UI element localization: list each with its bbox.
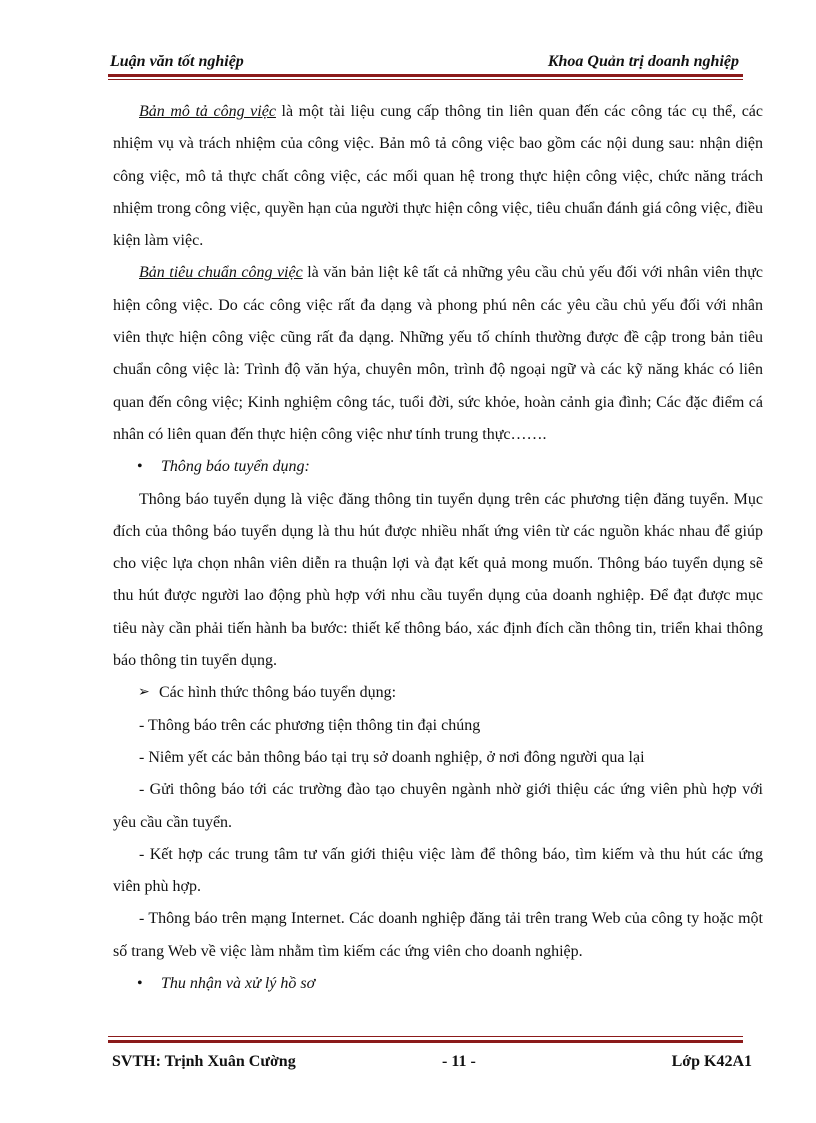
page-body: [113, 96, 763, 1000]
arrow-item-text: Các hình thức thông báo tuyển dụng:: [159, 684, 397, 702]
list-item: - Gửi thông báo tới các trường đào tạo chuyên ngành nhờ giới thiệu các ứng viên phù hợp với yêu cầu cần tuyển.: [113, 781, 763, 831]
term-job-description: Bản mô tả công việc: [139, 103, 276, 120]
paragraph-job-specification: [113, 257, 763, 451]
footer-rule-thick: [108, 1040, 743, 1043]
paragraph-text: là một tài liệu cung cấp thông tin liên quan đến các công tác cụ thể, các nhiệm vụ và trách nhiệm của công việc. Bản mô tả công việc bao gồm các nội dung sau: nhận diện công việc, mô tả thực chất công việc, các mối quan hệ trong thực hiện công việc, chức năng trách nhiệm trong công việc, quyền hạn của người thực hiện công việc, tiêu chuẩn đánh giá công việc, điều kiện làm việc.: [113, 103, 764, 250]
bullet-dot-icon: •: [137, 975, 143, 993]
paragraph-job-description: [113, 96, 763, 257]
term-job-specification: Bản tiêu chuẩn công việc: [139, 264, 303, 282]
footer-rule-thin: [108, 1036, 743, 1037]
list-item: - Thông báo trên các phương tiện thông tin đại chúng: [139, 716, 481, 734]
arrow-bullet-icon: ➢: [138, 685, 150, 701]
bullet-text: Thông báo tuyển dụng:: [161, 458, 310, 476]
bullet-heading-receive-profiles: [113, 968, 763, 1000]
bullet-text: Thu nhận và xử lý hồ sơ: [161, 975, 316, 993]
paragraph-text: là văn bản liệt kê tất cả những yêu cầu chủ yếu đối với nhân viên thực hiện công việc. Do các công việc rất đa dạng và phong phú nên các yêu cầu chủ yếu đối với nhân viên thực hiện công việc cũng rất đa dạng. Những yếu tố chính thường được đề cập trong bản tiêu chuẩn công việc là: Trình độ văn hýa, chuyên môn, trình độ ngoại ngữ và các kỹ năng khác có liên quan đến công việc; Kinh nghiệm công tác, tuổi đời, sức khỏe, hoàn cảnh gia đình; Các đặc điểm cá nhân có liên quan đến thực hiện công việc như tính trung thực…….: [113, 264, 763, 443]
paragraph-recruitment-notice: Thông báo tuyển dụng là việc đăng thông tin tuyển dụng trên các phương tiện đăng tuyển. Mục đích của thông báo tuyển dụng là thu hút được nhiều nhất ứng viên từ các nguồn khác nhau để giúp cho việc lựa chọn nhân viên diễn ra thuận lợi và đạt kết quả mong muốn. Thông báo tuyển dụng sẽ thu hút được người lao động phù hợp với nhu cầu tuyển dụng của doanh nghiệp. Để đạt được mục tiêu này cần phải tiến hành ba bước: thiết kế thông báo, xác định đích cần thông tin, triển khai thông báo thông tin tuyển dụng.: [113, 490, 763, 670]
header-rule-thick: [108, 74, 743, 77]
arrow-item-notice-forms: [113, 677, 763, 709]
list-item: - Niêm yết các bản thông báo tại trụ sở doanh nghiệp, ở nơi đông người qua lại: [139, 748, 645, 766]
header-thesis-title: Luận văn tốt nghiệp: [110, 53, 244, 70]
bullet-heading-recruitment-notice: [113, 451, 763, 483]
footer-class: Lớp K42A1: [671, 1053, 752, 1070]
bullet-dot-icon: •: [137, 458, 143, 476]
header-faculty: Khoa Quản trị doanh nghiệp: [547, 53, 739, 70]
list-item: - Thông báo trên mạng Internet. Các doanh nghiệp đăng tải trên trang Web của công ty hoặc một số trang Web về việc làm nhằm tìm kiếm các ứng viên cho doanh nghiệp.: [113, 910, 763, 960]
footer-student: SVTH: Trịnh Xuân Cường: [112, 1053, 296, 1070]
list-item: - Kết hợp các trung tâm tư vấn giới thiệu việc làm để thông báo, tìm kiếm và thu hút các ứng viên phù hợp.: [113, 845, 763, 896]
header-rule-thin: [108, 79, 743, 80]
footer-page-number: - 11 -: [442, 1053, 476, 1070]
